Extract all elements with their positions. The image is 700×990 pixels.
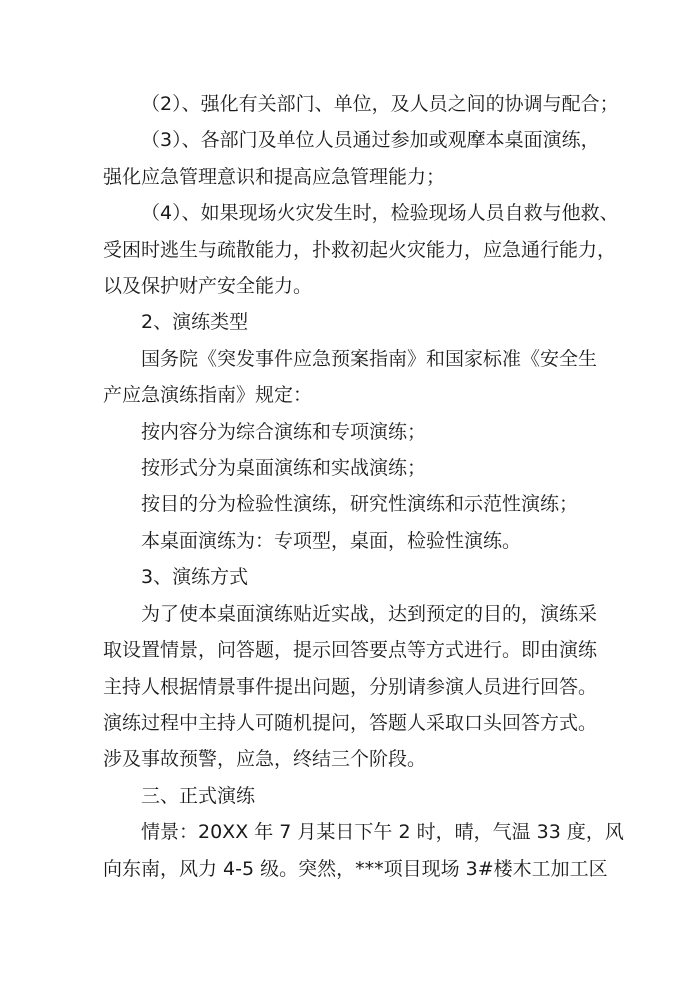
text-line: 取设置情景，问答题，提示回答要点等方式进行。即由演练 (103, 639, 598, 662)
text-line: 产应急演练指南》规定： (103, 384, 313, 407)
text-line: 向东南，风力 4-5 级。突然，***项目现场 3#楼木工加工区 (103, 857, 608, 880)
text-line: 按目的分为检验性演练，研究性演练和示范性演练； (141, 493, 579, 516)
paragraph (103, 122, 603, 195)
paragraph (103, 414, 603, 450)
paragraph (103, 450, 603, 486)
document-body (103, 86, 624, 887)
text-line: 受困时逃生与疏散能力，扑救初起火灾能力，应急通行能力， (103, 238, 617, 261)
text-line: 主持人根据情景事件提出问题，分别请参演人员进行回答。 (103, 675, 598, 698)
text-line: （3）、各部门及单位人员通过参加或观摩本桌面演练， (141, 129, 600, 152)
text-line: 为了使本桌面演练贴近实战，达到预定的目的，演练采 (141, 602, 598, 625)
paragraph (103, 195, 619, 304)
text-line: 按形式分为桌面演练和实战演练； (141, 457, 427, 480)
text-line: 三、正式演练 (141, 784, 256, 807)
section-heading (103, 559, 603, 595)
paragraph (103, 523, 603, 559)
paragraph (103, 86, 619, 122)
text-line: 3、演练方式 (141, 566, 249, 589)
text-line: 本桌面演练为：专项型，桌面，检验性演练。 (141, 529, 522, 552)
text-line: 按内容分为综合演练和专项演练； (141, 420, 427, 443)
paragraph (103, 486, 603, 522)
text-line: 情景：20XX 年 7 月某日下午 2 时，晴，气温 33 度，风 (141, 821, 624, 844)
paragraph (103, 341, 603, 414)
text-line: 演练过程中主持人可随机提问，答题人采取口头回答方式。 (103, 711, 598, 734)
text-line: 国务院《突发事件应急预案指南》和国家标准《安全生 (141, 347, 598, 370)
text-line: 强化应急管理意识和提高应急管理能力； (103, 165, 446, 188)
section-heading (103, 304, 603, 340)
paragraph (103, 596, 603, 778)
text-line: 以及保护财产安全能力。 (103, 275, 313, 298)
text-line: 2、演练类型 (141, 311, 249, 334)
text-line: （2）、强化有关部门、单位，及人员之间的协调与配合； (141, 93, 619, 115)
section-heading (103, 778, 603, 814)
text-line: （4）、如果现场火灾发生时，检验现场人员自救与他救、 (141, 202, 619, 225)
text-line: 涉及事故预警，应急，终结三个阶段。 (103, 748, 427, 771)
paragraph (103, 814, 624, 887)
